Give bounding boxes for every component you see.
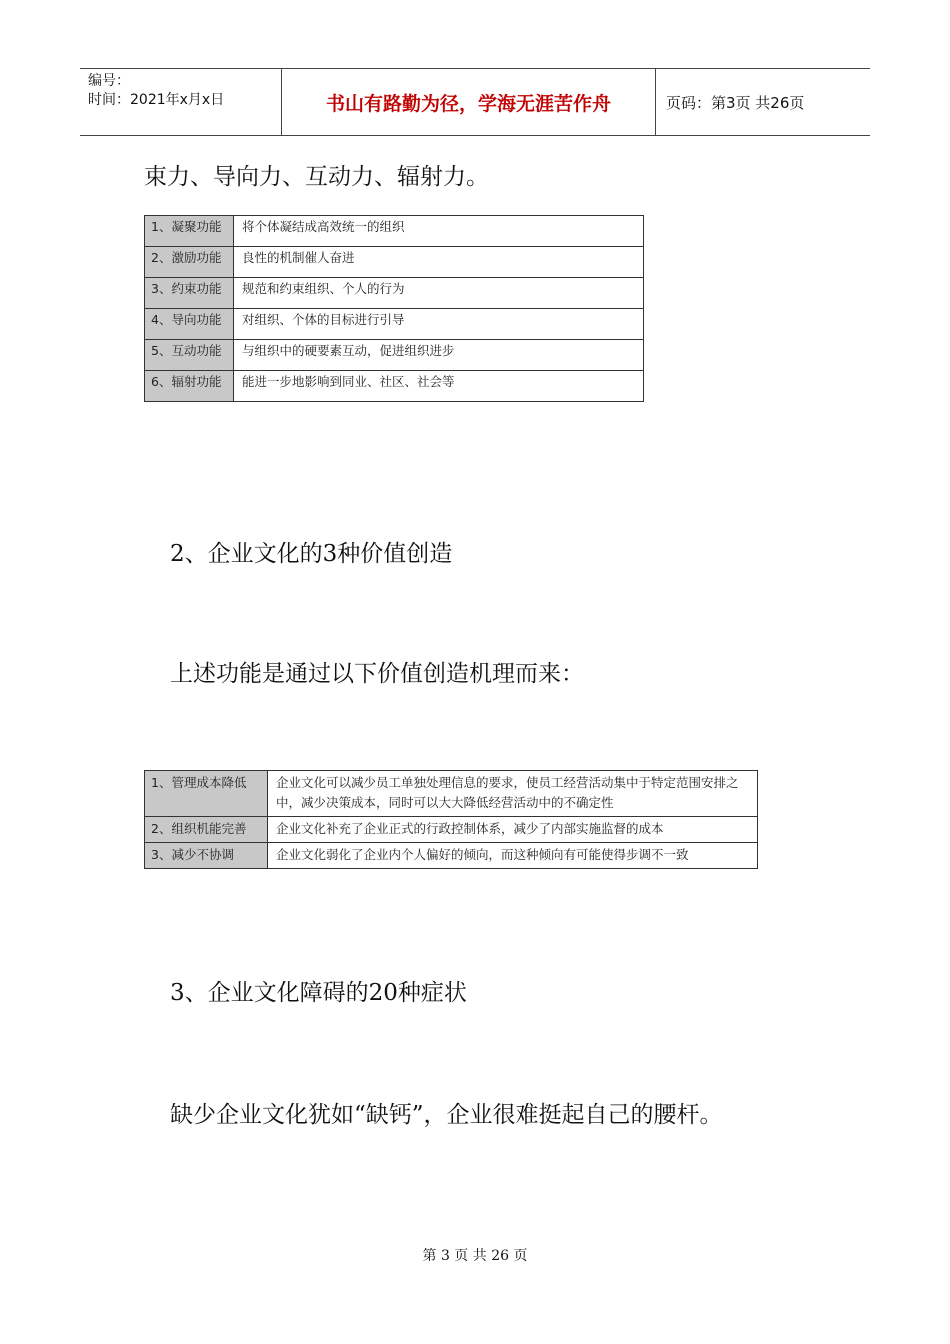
row-description: 将个体凝结成高效统一的组织 [234,216,644,247]
number-label: 编号： [88,73,130,89]
row-label: 4、导向功能 [145,309,234,340]
row-description: 企业文化补充了企业正式的行政控制体系，减少了内部实施监督的成本 [268,817,758,843]
page-header [80,68,870,136]
table-row [145,216,644,247]
header-motto: 书山有路勤为径，学海无涯苦作舟 [282,69,656,135]
row-description: 对组织、个体的目标进行引导 [234,309,644,340]
table-row [145,278,644,309]
row-label: 2、组织机能完善 [145,817,268,843]
row-label: 6、辐射功能 [145,371,234,402]
row-description: 规范和约束组织、个人的行为 [234,278,644,309]
row-label: 2、激励功能 [145,247,234,278]
date-label: 时间：2021年x月x日 [88,92,225,108]
table-row [145,371,644,402]
page-footer: 第 3 页 共 26 页 [422,1248,528,1264]
section3-text: 缺少企业文化犹如“缺钙”，企业很难挺起自己的腰杆。 [170,1102,723,1128]
values-table [144,770,758,869]
table-row [145,309,644,340]
row-label: 5、互动功能 [145,340,234,371]
row-description: 与组织中的硬要素互动，促进组织进步 [234,340,644,371]
row-label: 1、管理成本降低 [145,771,268,817]
intro-line: 束力、导向力、互动力、辐射力。 [144,164,489,190]
row-description: 企业文化可以减少员工单独处理信息的要求，使员工经营活动集中于特定范围安排之中，减少决策成本，同时可以大大降低经营活动中的不确定性 [268,771,758,817]
table-row [145,843,758,869]
table-row [145,340,644,371]
section2-text: 上述功能是通过以下价值创造机理而来： [170,661,584,687]
row-label: 3、减少不协调 [145,843,268,869]
row-description: 企业文化弱化了企业内个人偏好的倾向，而这种倾向有可能使得步调不一致 [268,843,758,869]
row-label: 1、凝聚功能 [145,216,234,247]
row-label: 3、约束功能 [145,278,234,309]
header-meta [80,69,282,135]
table-row [145,247,644,278]
table-row [145,771,758,817]
section2-title: 2、企业文化的3种价值创造 [170,541,453,567]
table-row [145,817,758,843]
header-page-info: 页码：第3页 共26页 [666,93,805,112]
row-description: 良性的机制催人奋进 [234,247,644,278]
functions-table [144,215,644,402]
section3-title: 3、企业文化障碍的20种症状 [170,980,467,1006]
row-description: 能进一步地影响到同业、社区、社会等 [234,371,644,402]
